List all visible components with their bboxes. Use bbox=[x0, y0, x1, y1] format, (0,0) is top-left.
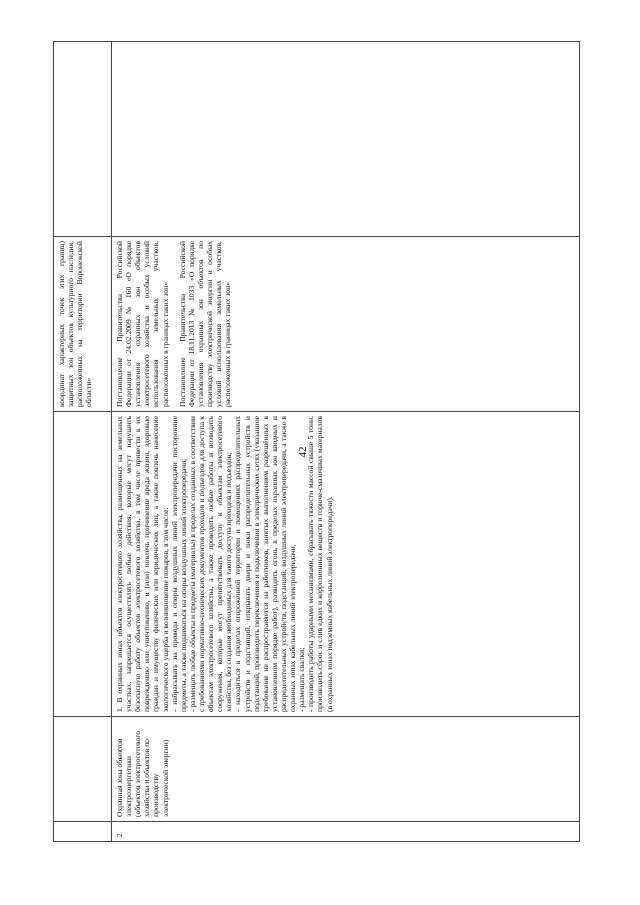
cell-extra-empty bbox=[112, 42, 580, 237]
cell-number bbox=[112, 822, 580, 842]
rotated-table-container bbox=[53, 42, 580, 842]
cell-requirements bbox=[112, 412, 580, 717]
table-row bbox=[112, 42, 580, 842]
regulation-document: Постановление Правительства Российской Федерации от 18.11.2013 № 1033 «О порядке установления охранных зон объектов по производству электрической энергии и особых условий использования земельных участков, расположенных в границах таких зон» bbox=[177, 241, 233, 407]
row-number: 2 bbox=[115, 833, 124, 837]
cell-documents-continued bbox=[54, 237, 112, 412]
page-number: 42 bbox=[297, 446, 309, 458]
zone-name: Охранная зона объектов электроэнергетики (объектов электросетевого хозяйства и объектов по производству электрической энергии) bbox=[115, 730, 170, 817]
zone-requirements: 1. В охранных зонах объектов электросетевого хозяйства, размещенных на земельных участках, запрещается осуществлять любые действия, которые могут нарушить безопасную работу объектов электросетевого хозяйства, в том числе привести к их повреждению или уничтожению, и (или) повлечь причинение вреда жизни, здоровью граждан и имуществу физических или юридических лиц, а также повлечь нанесение экологического ущерба и возникновение пожаров, в том числе: - набрасывать на провода и опоры воздушных линий электропередачи посторонние предметы, а также подниматься на опоры воздушных линий электропередачи; - размещать любые объекты и предметы (материалы) в пределах созданных в соответствии с требованиями нормативно-технических документов проходов и подъездов для доступа к объектам электросетевого хозяйства, а также проводить любые работы и возводить сооружения, которые могут препятствовать доступу к объектам электросетевого хозяйства, без создания необходимых для такого доступа проходов и подъездов; - находиться в пределах огороженной территории и помещениях распределительных устройств и подстанций, открывать двери и люки распределительных устройств и подстанций, производить переключения и подключения в электрических сетях (указанное требование не распространяется на работников, занятых выполнением разрешённых в установленном порядке работ), разводить огонь в пределах охранных зон вводных и распределительных устройств, подстанций, воздушных линий электропередачи, а также в охранных зонах кабельных линий электропередачи; - размещать свалки; - производить работы ударными механизмами, сбрасывать тяжести массой свыше 5 тонн, производить сброс и слив едких и коррозионных веществ и горюче-смазочных материалов (в охранных зонах подземных кабельных линий электропередачи). bbox=[115, 416, 334, 712]
cell-extra-empty bbox=[54, 42, 112, 237]
cell-number-empty bbox=[54, 822, 112, 842]
zone-restrictions-table bbox=[53, 41, 580, 842]
cell-documents bbox=[112, 237, 580, 412]
regulation-document: Постановление Правительства Российской Федерации от 24.02.2009 № 160 «О порядке установления охранных зон объектов электросетевого хозяйства и особых условий использования земельных участков, расположенных в границах таких зон» bbox=[115, 241, 170, 407]
cell-requirements-empty bbox=[54, 412, 112, 717]
document-text-continued: координат характерных точек этих границ) защитных зон объектов культурного наследия, расположенных на территории Воронежской области» bbox=[57, 241, 94, 407]
cell-zone-name bbox=[112, 717, 580, 822]
cell-zone-name-empty bbox=[54, 717, 112, 822]
table-row bbox=[54, 42, 112, 842]
